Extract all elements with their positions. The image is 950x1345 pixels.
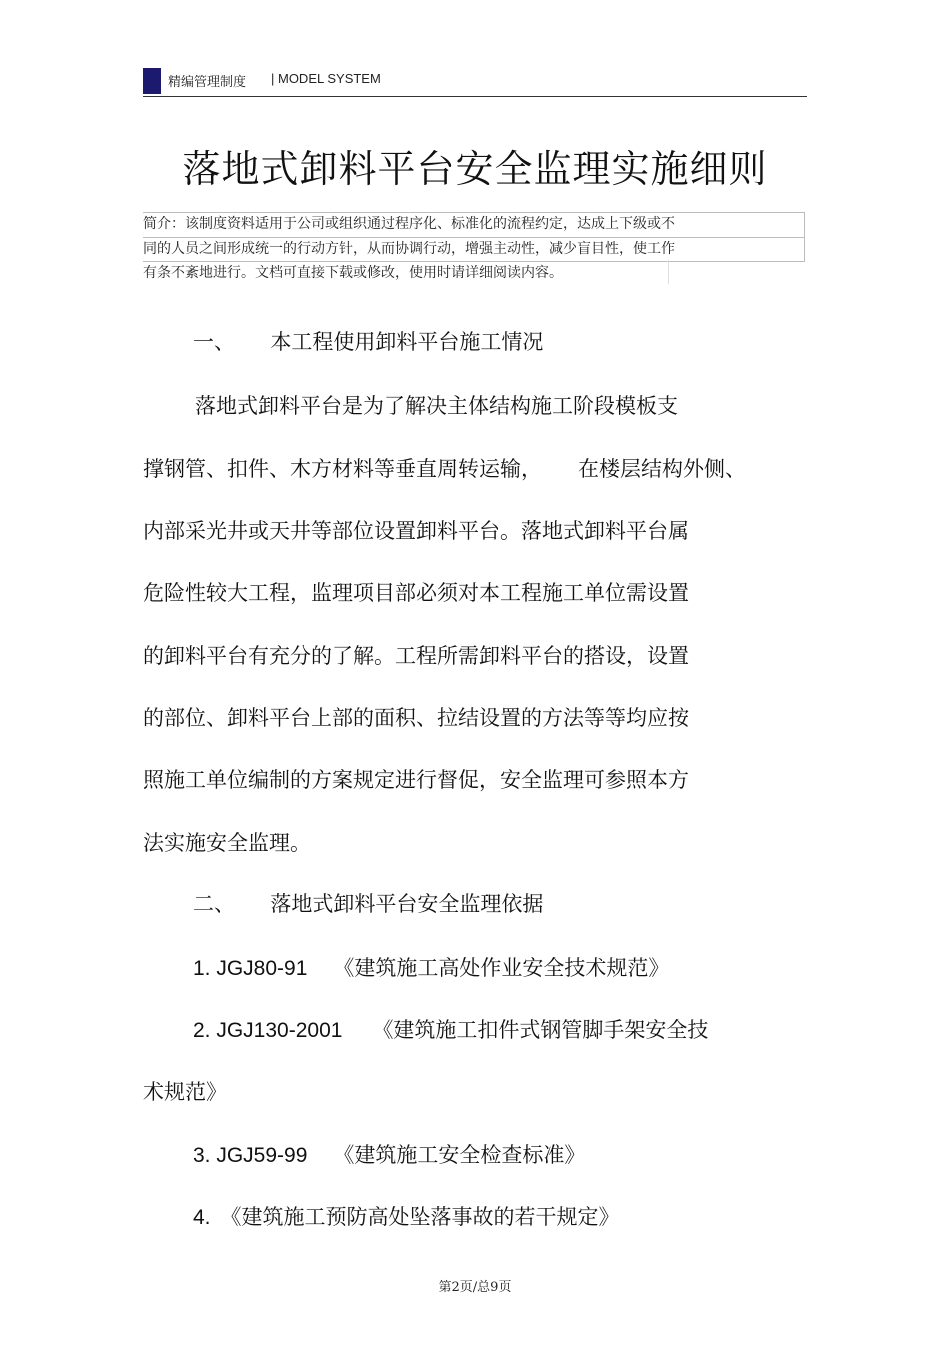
- summary-block: [143, 212, 763, 286]
- reference-name: 《建筑施工安全检查标准》: [333, 1143, 586, 1167]
- reference-item: [193, 1201, 620, 1231]
- section-number: 一、: [193, 330, 235, 354]
- section-heading-1: [193, 326, 543, 356]
- reference-item: [193, 1139, 585, 1169]
- summary-line: 有条不紊地进行。文档可直接下载或修改，使用时请详细阅读内容。: [143, 265, 563, 281]
- paragraph-line: 撑钢管、扣件、木方材料等垂直周转运输， 在楼层结构外侧、: [143, 457, 746, 481]
- reference-continuation: 术规范》: [143, 1080, 227, 1104]
- reference-name: 《建筑施工高处作业安全技术规范》: [333, 956, 670, 980]
- header-brand-en: | MODEL SYSTEM: [271, 71, 381, 86]
- paragraph-line: 照施工单位编制的方案规定进行督促，安全监理可参照本方: [143, 768, 689, 792]
- paragraph-line: 落地式卸料平台是为了解决主体结构施工阶段模板支: [195, 394, 678, 418]
- reference-code: 2. JGJ130-2001: [193, 1019, 343, 1042]
- reference-item: [193, 1014, 708, 1044]
- section-heading-2: [193, 888, 543, 918]
- reference-code: 1. JGJ80-91: [193, 957, 308, 980]
- summary-line: 同的人员之间形成统一的行动方针，从而协调行动，增强主动性，减少盲目性，使工作: [143, 240, 675, 257]
- reference-code: 4.: [193, 1206, 211, 1229]
- paragraph-line: 内部采光井或天井等部位设置卸料平台。落地式卸料平台属: [143, 519, 689, 543]
- section-number: 二、: [193, 892, 235, 916]
- model-system-logo: [143, 68, 161, 94]
- reference-item: [193, 952, 669, 982]
- summary-line: 简介：该制度资料适用于公司或组织通过程序化、标准化的流程约定，达成上下级或不: [143, 216, 675, 232]
- paragraph-line: 的部位、卸料平台上部的面积、拉结设置的方法等等均应按: [143, 706, 689, 730]
- section-title: 本工程使用卸料平台施工情况: [270, 330, 544, 354]
- paragraph-line: 的卸料平台有充分的了解。工程所需卸料平台的搭设，设置: [143, 644, 689, 668]
- section-title: 落地式卸料平台安全监理依据: [270, 892, 544, 916]
- paragraph-line: 法实施安全监理。: [143, 831, 311, 855]
- document-title: 落地式卸料平台安全监理实施细则: [182, 147, 768, 191]
- reference-code: 3. JGJ59-99: [193, 1144, 308, 1167]
- page-header: [143, 66, 807, 97]
- reference-name: 《建筑施工扣件式钢管脚手架安全技: [372, 1018, 709, 1042]
- page-number: 第2页/总9页: [438, 1280, 512, 1295]
- paragraph-line: 危险性较大工程，监理项目部必须对本工程施工单位需设置: [143, 581, 689, 605]
- reference-name: 《建筑施工预防高处坠落事故的若干规定》: [220, 1205, 620, 1229]
- header-brand-cn: 精编管理制度: [168, 75, 247, 90]
